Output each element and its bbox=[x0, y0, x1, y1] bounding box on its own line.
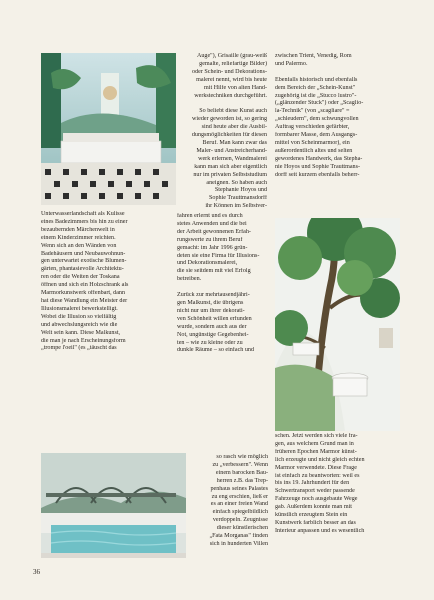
text-line: nicht nur um ihrer dekorati- bbox=[177, 307, 245, 314]
text-line: früheren Epochen Marmor künst- bbox=[275, 448, 357, 455]
tree-mural-photo bbox=[275, 218, 400, 431]
text-line: zwischen Trient, Venedig, Rom bbox=[275, 53, 352, 59]
text-line: gärten, phantasievolle Architektu- bbox=[41, 266, 124, 273]
text-line: „Fata Morganas" finden bbox=[209, 533, 268, 540]
text-line: und Dekorationsmalerei, bbox=[177, 260, 238, 267]
text-line: Badehäusern und Neubauwohnun- bbox=[41, 250, 126, 257]
text-line: fahren erlernt und es durch bbox=[177, 213, 243, 219]
text-line: „trompe l'oeil" (es „täuscht das bbox=[41, 345, 117, 352]
text-line: oder Schein- und Dekorations- bbox=[192, 68, 267, 75]
text-line: Marmorkunstwerk offenbart, dann bbox=[41, 290, 125, 297]
text-line: ten – wie zu kleine oder zu bbox=[177, 339, 243, 346]
column-3-text-bottom bbox=[275, 433, 401, 536]
text-line: werkstechniken durchgeführt. bbox=[194, 92, 267, 99]
text-line: schen. Jetzt werden sich viele fra- bbox=[275, 433, 358, 439]
text-line: Auge"), Grisaille (grau-weiß bbox=[196, 53, 267, 59]
text-line bbox=[177, 284, 269, 292]
text-line: formbarer Masse, dem Ausgangs- bbox=[275, 132, 358, 139]
text-line: ist einfach zu beantworten: weil es bbox=[275, 472, 360, 479]
text-line: und Palermo. bbox=[275, 60, 308, 67]
text-line: mittel von Scheinmarmor), ein bbox=[275, 139, 350, 146]
text-line: einem Kinderzimmer reichten. bbox=[41, 234, 116, 241]
text-line: („glänzender Stuck") oder „Scaglio- bbox=[275, 100, 364, 107]
text-line: Marmor verwendete. Diese Frage bbox=[275, 464, 357, 471]
text-line: gen, aus welchem Grund man in bbox=[275, 440, 354, 447]
text-line: Kunstwerk farblich besser an das bbox=[275, 519, 356, 526]
text-line: Interieur anpassen und es wesentlich bbox=[275, 527, 365, 534]
text-line: deten sie eine Firma für Illusions- bbox=[177, 252, 260, 259]
text-line: öffnen und sich ein Holzschrank als bbox=[41, 282, 129, 289]
text-line: dieser künstlerischen bbox=[216, 525, 268, 532]
text-line: gen Malkunst, die übrigens bbox=[177, 299, 244, 306]
pool-mural-image bbox=[41, 453, 186, 558]
text-line: gemalte, reliefartige Bilder) bbox=[199, 60, 267, 67]
text-line: Schwertransport weder passende bbox=[275, 488, 355, 495]
text-line: Not, ungünstige Gegebenhei- bbox=[177, 331, 249, 338]
text-line: bezaubernden Märchenwelt in bbox=[41, 226, 115, 233]
text-line: Wobei die Illusion so vielfältig bbox=[41, 313, 117, 320]
text-line: zu „verbessern". Wenn bbox=[212, 461, 268, 468]
text-line: Sophie Trauttmansdorff bbox=[209, 195, 267, 202]
text-line: dorff seit kurzem ebenfalls beherr- bbox=[275, 171, 360, 178]
text-line: außerordentlich altes und selten bbox=[275, 147, 353, 154]
text-line: la-Technik" (von „scagliare" = bbox=[275, 108, 350, 115]
text-line: einem barocken Bau- bbox=[215, 469, 268, 476]
text-line: die man je nach Erscheinungsform bbox=[41, 337, 126, 344]
text-line: dungsmöglichkeiten für diesen bbox=[191, 132, 267, 139]
text-line: eines Badezimmers bis hin zu einer bbox=[41, 218, 128, 225]
text-line: nie Hoyos und Sophie Trauttmans- bbox=[275, 163, 360, 170]
text-line: dem Bereich der „Schein-Kunst" bbox=[275, 84, 356, 91]
column-2-text-top bbox=[177, 53, 267, 211]
bathroom-mural-image bbox=[41, 53, 176, 205]
text-line: hat diese Wandlung ein Meister der bbox=[41, 297, 128, 304]
text-line: bis ins 19. Jahrhundert für den bbox=[275, 480, 350, 487]
text-line: ren oder die Weiten der Toskana bbox=[41, 274, 120, 281]
pool-mural-photo bbox=[41, 453, 186, 558]
text-line: nur im privaten Selbststudium bbox=[193, 171, 267, 178]
text-line bbox=[275, 69, 401, 77]
text-line: wieder geworden ist, so gering bbox=[192, 116, 267, 123]
text-line: Illusionsmalerei bewerkstelligt. bbox=[41, 305, 118, 312]
text-line: künstlich erzeugtem Stein ein bbox=[275, 512, 348, 519]
text-line: gab. Außerdem konnte man mit bbox=[275, 504, 353, 511]
text-line: stetes Anwenden und die bei bbox=[177, 220, 247, 227]
text-line: betreiben. bbox=[177, 276, 202, 283]
text-line: zugehörig ist die „Stucco lustro"- bbox=[275, 92, 357, 99]
text-line: aneignen. So haben auch bbox=[206, 179, 267, 186]
text-line: und abwechslungsreich wie die bbox=[41, 321, 118, 328]
text-line: lich erzeugte und nicht gleich echten bbox=[275, 456, 365, 463]
text-line: Unterwasserlandschaft als Kulisse bbox=[41, 211, 125, 217]
column-2-text-middle bbox=[177, 213, 269, 355]
text-line: Zurück zur mehrtausendjähri- bbox=[177, 292, 250, 299]
text-line: wurde, sondern auch aus der bbox=[177, 323, 247, 330]
text-line: kann man sich aber eigentlich bbox=[194, 163, 267, 170]
text-line: gemacht: im Jahr 1996 grün- bbox=[177, 244, 248, 251]
page-number: 36 bbox=[33, 568, 40, 576]
column-1-text bbox=[41, 211, 176, 353]
text-line: ihr Können im Selbstver- bbox=[205, 203, 267, 210]
text-line: Wenn sich an den Wänden von bbox=[41, 242, 117, 249]
text-line: „schleudern", dem schwungvollen bbox=[275, 116, 359, 123]
text-line: der Arbeit gewonnenen Erfah- bbox=[177, 228, 251, 235]
text-line: verdoppeln. Zeugnisse bbox=[212, 517, 268, 524]
text-line: Stephanie Hoyos und bbox=[214, 187, 267, 194]
text-line: ven Schönheit willen erfunden bbox=[177, 315, 252, 322]
text-line: so rasch wie möglich bbox=[216, 454, 268, 460]
text-line: sich in hunderten Villen bbox=[209, 540, 268, 547]
text-line: Ebenfalls historisch und ebenfalls bbox=[275, 76, 358, 83]
text-line: mit Hilfe von alten Hand- bbox=[204, 84, 267, 91]
column-3-text-top bbox=[275, 53, 401, 180]
text-line: gen unterwartet exotische Blumen- bbox=[41, 258, 127, 265]
bathroom-mural-photo bbox=[41, 53, 176, 205]
text-line: Fahrzeuge noch ausgebaute Wege bbox=[275, 496, 358, 503]
text-line bbox=[177, 100, 267, 108]
text-line: Auftrag verschieden gefärbter, bbox=[275, 124, 350, 131]
text-line: die sie seitdem mit viel Erfolg bbox=[177, 268, 251, 275]
text-line: penhaus seines Palastes bbox=[210, 485, 268, 492]
text-line: Beruf. Man kann zwar das bbox=[202, 139, 267, 146]
text-line: zu eng erschien, ließ er bbox=[211, 493, 268, 500]
tree-mural-image bbox=[275, 218, 400, 431]
text-line: Welt sein kann. Diese Malkunst, bbox=[41, 329, 121, 336]
text-line: sind heute aber die Ausbil- bbox=[201, 124, 267, 131]
text-line: werk erlernen, Wandmalerei bbox=[198, 155, 267, 162]
text-line: So beliebt diese Kunst auch bbox=[199, 108, 267, 115]
text-line: dunkle Räume – so einfach und bbox=[177, 347, 254, 354]
text-line: Maler- und Anstreicherhand- bbox=[196, 147, 267, 154]
text-line: herren z.B. das Trep- bbox=[216, 477, 268, 484]
text-line: malerei nennt, wird bis heute bbox=[196, 76, 267, 83]
text-line: gewordenes Handwerk, das Stepha- bbox=[275, 155, 363, 162]
text-line: rungswerte zu ihrem Beruf bbox=[177, 236, 243, 243]
column-2-text-bottom bbox=[188, 454, 268, 549]
text-line: einfach spiegelbildlich bbox=[212, 509, 268, 516]
text-line: es an einer freien Wand bbox=[210, 501, 268, 508]
